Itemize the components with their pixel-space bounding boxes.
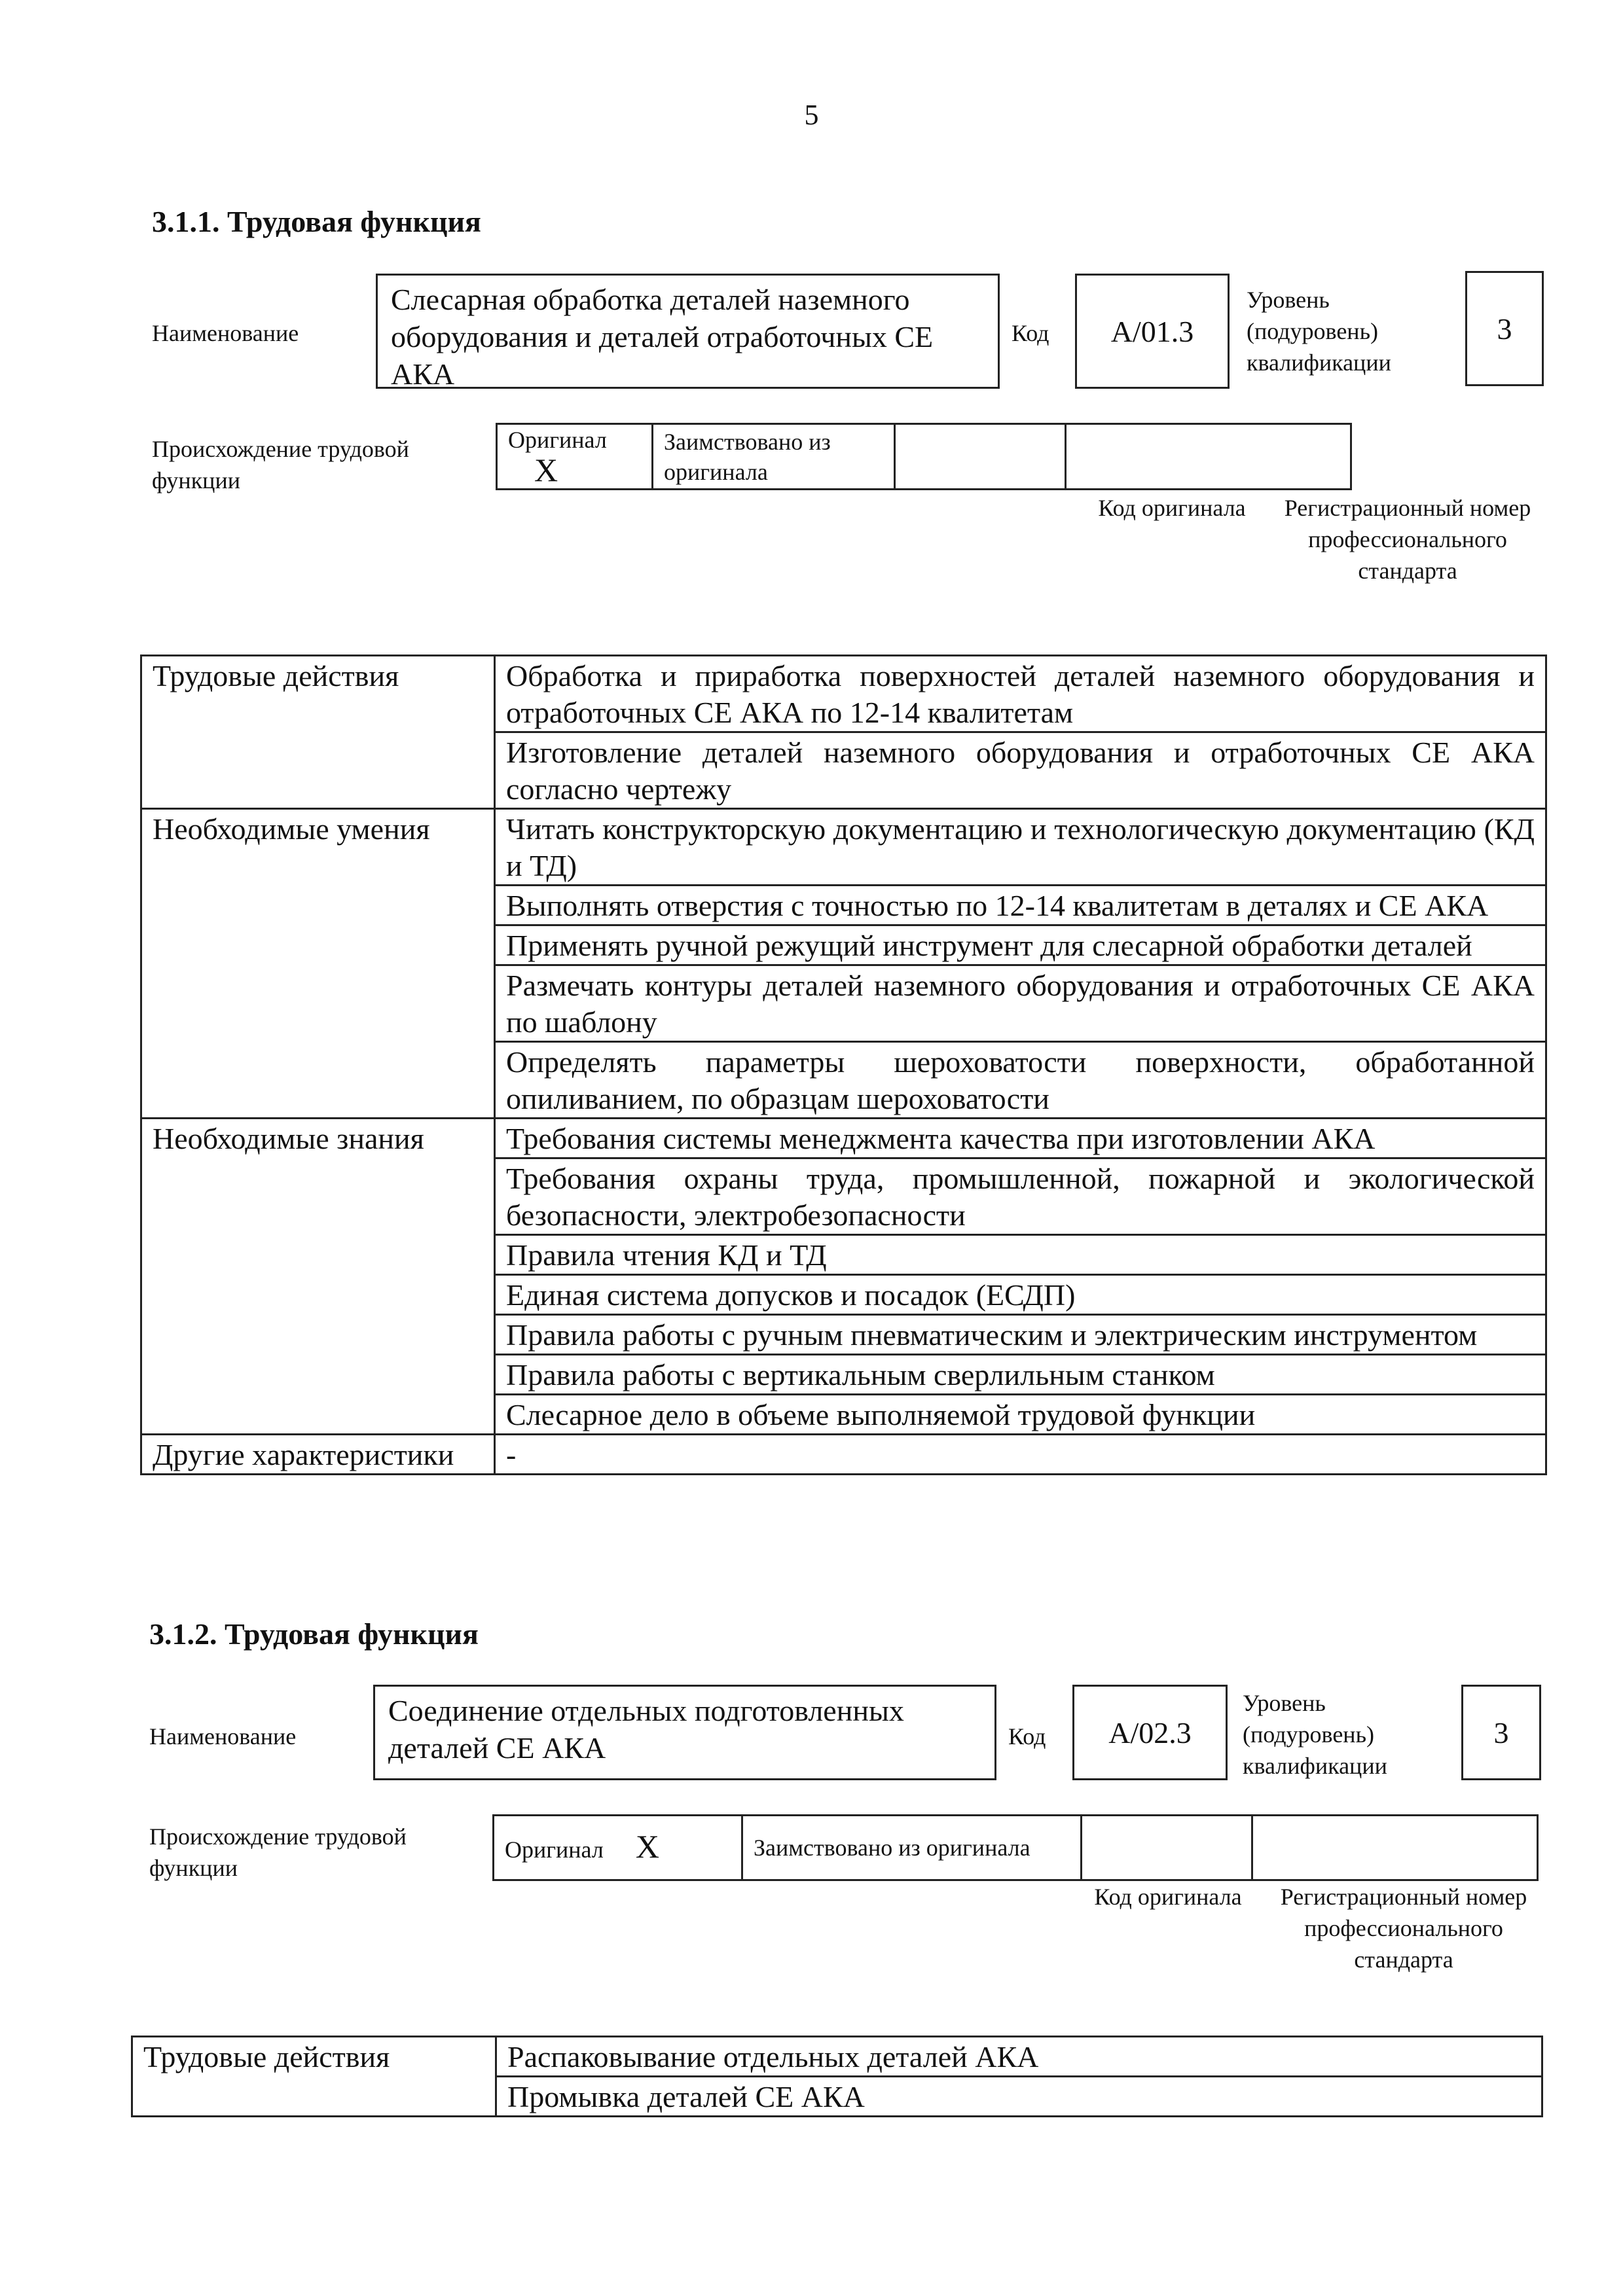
function-name-box: Слесарная обработка деталей наземного оборудования и деталей отработочных СЕ АКА [376, 274, 1000, 389]
level-label: Уровень (подуровень) квалификации [1243, 1690, 1387, 1779]
table-cell: Выполнять отверстия с точностью по 12-14 квалитетам в деталях и СЕ АКА [495, 886, 1546, 925]
origin-table [496, 423, 1352, 490]
origin-reg-caption: Регистрационный номер профессионального стандарта [1280, 1884, 1527, 1973]
origin-reg-cell [1066, 424, 1351, 490]
code-box: A/02.3 [1072, 1685, 1228, 1780]
original-mark: X [534, 452, 558, 488]
level-box: 3 [1465, 271, 1544, 386]
row-label: Другие характеристики [141, 1435, 495, 1475]
table-cell: Читать конструкторскую документацию и технологическую документацию (КД и ТД) [495, 809, 1546, 886]
origin-code-cell [895, 424, 1066, 490]
origin-code-caption: Код оригинала [1094, 1884, 1242, 1910]
origin-table [492, 1814, 1539, 1881]
row-label: Необходимые знания [141, 1119, 495, 1435]
level-box: 3 [1461, 1685, 1541, 1780]
table-row [141, 809, 1546, 886]
code-label: Код [1012, 320, 1049, 346]
section-title: 3.1.2. Трудовая функция [149, 1617, 479, 1651]
section-title: 3.1.1. Трудовая функция [152, 205, 481, 238]
table-cell: Применять ручной режущий инструмент для слесарной обработки деталей [495, 925, 1546, 965]
function-table [140, 655, 1547, 1475]
origin-original-cell [497, 424, 653, 490]
row-label: Трудовые действия [141, 656, 495, 809]
table-row [141, 1435, 1546, 1475]
table-cell: - [495, 1435, 1546, 1475]
row-label: Необходимые умения [141, 809, 495, 1119]
original-label: Оригинал [505, 1836, 604, 1863]
function-table [131, 2036, 1543, 2117]
origin-reg-caption: Регистрационный номер профессионального стандарта [1284, 495, 1531, 584]
table-cell: Изготовление деталей наземного оборудования и отработочных СЕ АКА согласно чертежу [495, 732, 1546, 809]
origin-original-cell [494, 1816, 742, 1880]
origin-code-cell [1082, 1816, 1252, 1880]
code-box: A/01.3 [1075, 274, 1230, 389]
table-row [132, 2037, 1542, 2077]
origin-label: Происхождение трудовой функции [149, 1823, 407, 1881]
table-cell: Определять параметры шероховатости поверхности, обработанной опиливанием, по образцам шероховатости [495, 1042, 1546, 1119]
function-name-box: Соединение отдельных подготовленных деталей СЕ АКА [373, 1685, 996, 1780]
table-cell: Промывка деталей СЕ АКА [496, 2077, 1542, 2117]
borrowed-label: Заимствовано из оригинала [653, 424, 895, 490]
page-number: 5 [804, 99, 819, 131]
table-row [141, 1119, 1546, 1158]
table-cell: Правила чтения КД и ТД [495, 1235, 1546, 1275]
origin-reg-cell [1252, 1816, 1538, 1880]
table-row [141, 656, 1546, 732]
table-cell: Размечать контуры деталей наземного оборудования и отработочных СЕ АКА по шаблону [495, 965, 1546, 1042]
code-label: Код [1008, 1723, 1046, 1749]
table-cell: Требования охраны труда, промышленной, пожарной и экологической безопасности, электробезопасности [495, 1158, 1546, 1235]
name-label: Наименование [149, 1723, 297, 1749]
table-cell: Распаковывание отдельных деталей АКА [496, 2037, 1542, 2077]
original-label: Оригинал [508, 427, 607, 453]
table-cell: Требования системы менеджмента качества при изготовлении АКА [495, 1119, 1546, 1158]
origin-code-caption: Код оригинала [1098, 495, 1246, 521]
level-label: Уровень (подуровень) квалификации [1247, 287, 1391, 376]
table-cell: Слесарное дело в объеме выполняемой трудовой функции [495, 1395, 1546, 1435]
table-cell: Правила работы с ручным пневматическим и электрическим инструментом [495, 1315, 1546, 1355]
borrowed-label: Заимствовано из оригинала [742, 1816, 1082, 1880]
table-cell: Единая система допусков и посадок (ЕСДП) [495, 1275, 1546, 1315]
table-cell: Обработка и приработка поверхностей деталей наземного оборудования и отработочных СЕ АКА по 12-14 квалитетам [495, 656, 1546, 732]
table-cell: Правила работы с вертикальным сверлильным станком [495, 1355, 1546, 1395]
origin-label: Происхождение трудовой функции [152, 436, 409, 493]
original-mark: X [635, 1827, 659, 1865]
row-label: Трудовые действия [132, 2037, 496, 2117]
name-label: Наименование [152, 320, 299, 346]
